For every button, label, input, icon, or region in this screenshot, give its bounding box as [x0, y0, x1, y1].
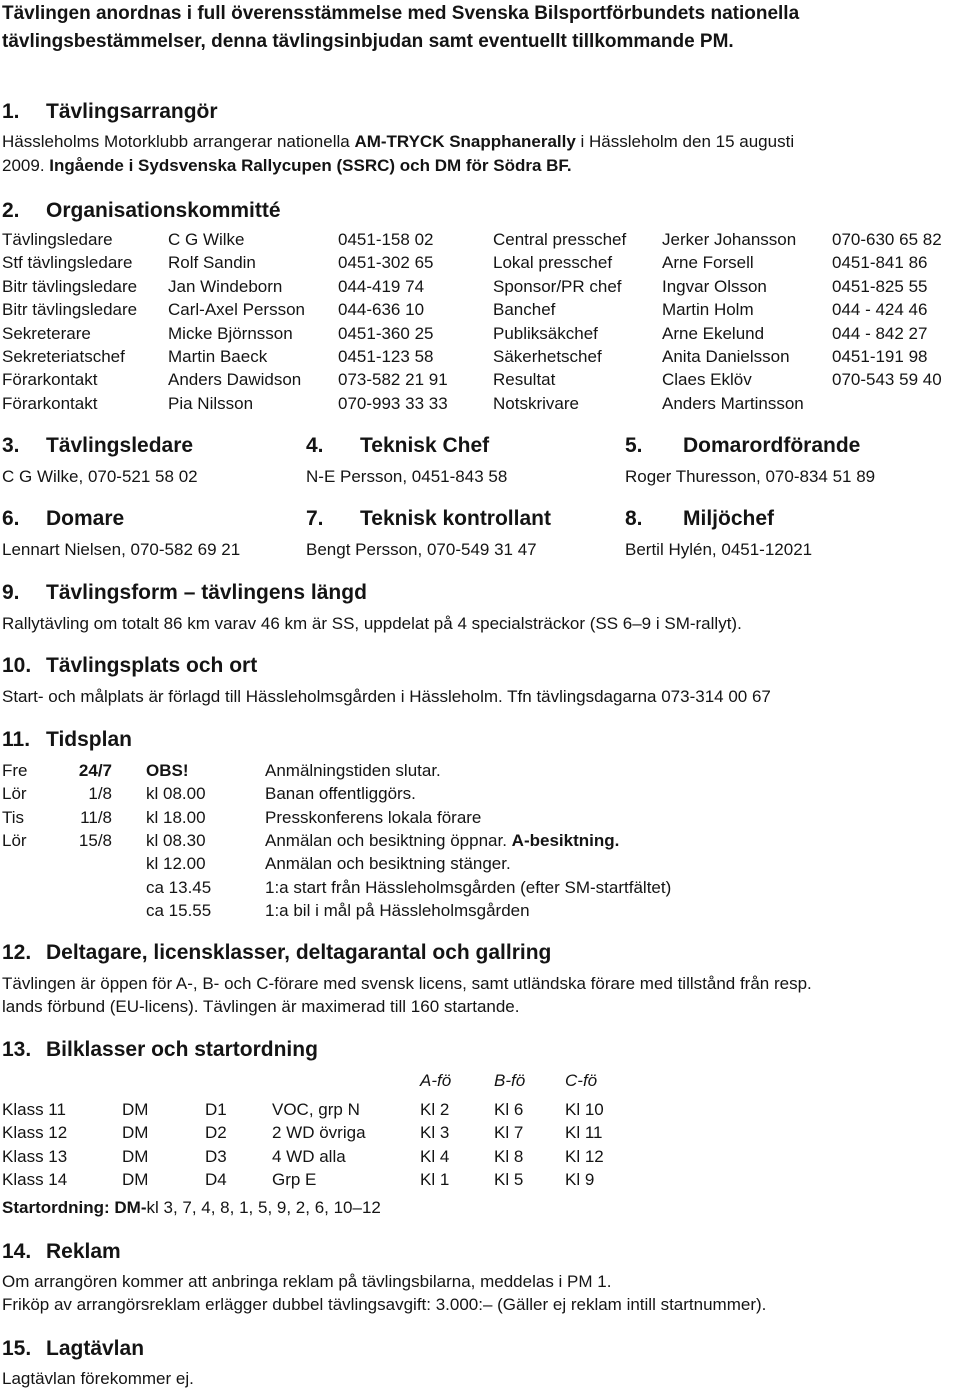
section-10-text: Start- och målplats är förlagd till Hässleholmsgården i Hässleholm. Tfn tävlingsdagarna 073-314 00 67: [2, 687, 771, 706]
org-phone: 0451-123 58: [338, 347, 434, 366]
org-role: Sekreterare: [2, 323, 91, 343]
section-1-line-2: [2, 156, 572, 176]
section-6-text: Lennart Nielsen, 070-582 69 21: [2, 540, 241, 559]
schedule-time: kl 08.30: [146, 830, 206, 850]
section-number: 14.: [2, 1240, 32, 1263]
schedule-time: ca 13.45: [146, 877, 212, 897]
org-name: Martin Baeck: [168, 347, 268, 366]
org-name: Micke Björnsson: [168, 323, 293, 343]
section-7-heading: [306, 507, 551, 531]
section-title: Reklam: [46, 1240, 121, 1263]
class-c-driver-class: Kl 11: [565, 1123, 603, 1143]
org-role: Säkerhetschef: [493, 347, 602, 366]
class-car-group: VOC, grp N: [272, 1100, 360, 1119]
schedule-description: 1:a start från Hässleholmsgården (efter SM-startfältet): [265, 877, 672, 897]
section-number: 8.: [625, 507, 643, 530]
class-b-driver-class: Kl 5: [494, 1169, 524, 1189]
org-phone: 070-543 59 40: [832, 370, 942, 390]
section-4-text: N-E Persson, 0451-843 58: [306, 467, 508, 486]
org-phone: 0451-191 98: [832, 347, 928, 366]
org-role: Stf tävlingsledare: [2, 253, 133, 273]
section-title: Organisationskommitté: [46, 199, 281, 222]
section-8-heading: [625, 507, 774, 531]
org-phone: 0451-360 25: [338, 323, 434, 343]
class-championship: DM: [122, 1100, 149, 1119]
section-14-line-2: Friköp av arrangörsreklam erlägger dubbel tävlingsavgift: 3.000:– (Gäller ej reklam intill startnummer).: [2, 1295, 767, 1314]
section-number: 1.: [2, 100, 20, 123]
org-role: Sponsor/PR chef: [493, 276, 622, 296]
schedule-date: 1/8: [88, 784, 112, 804]
class-division: D3: [205, 1146, 227, 1166]
org-name: Pia Nilsson: [168, 393, 254, 413]
class-class: Klass 11: [2, 1100, 66, 1119]
section-11-heading: [2, 728, 132, 752]
class-division: D2: [205, 1123, 227, 1143]
section-7-text: Bengt Persson, 070-549 31 47: [306, 540, 537, 559]
org-role: Bitr tävlingsledare: [2, 276, 138, 296]
section-title: Teknisk Chef: [360, 434, 490, 457]
section-3-text: C G Wilke, 070-521 58 02: [2, 467, 198, 486]
class-c-driver-class: Kl 12: [565, 1146, 604, 1166]
section-number: 6.: [2, 507, 20, 530]
org-name: Martin Holm: [662, 300, 754, 320]
section-5-text: Roger Thuresson, 070-834 51 89: [625, 467, 876, 486]
schedule-time: ca 15.55: [146, 900, 212, 920]
section-6-heading: [2, 507, 124, 531]
org-name: Jan Windeborn: [168, 276, 283, 296]
column-header: A-fö: [420, 1071, 452, 1090]
section-14-heading: [2, 1240, 121, 1264]
org-name: Arne Forsell: [662, 253, 754, 273]
org-phone: 0451-302 65: [338, 253, 434, 273]
column-header: B-fö: [494, 1071, 526, 1090]
schedule-date: 11/8: [80, 807, 112, 827]
class-car-group: 4 WD alla: [272, 1146, 346, 1166]
class-class: Klass 14: [2, 1169, 68, 1189]
schedule-text: [265, 878, 671, 898]
schedule-emphasis: A-besiktning.: [511, 830, 620, 850]
section-4-heading: [306, 434, 489, 458]
schedule-time: OBS!: [146, 761, 189, 780]
section-8-text: Bertil Hylén, 0451-12021: [625, 540, 813, 559]
text: Hässleholms Motorklubb arrangerar nationella: [2, 132, 355, 151]
org-phone: 070-993 33 33: [338, 393, 448, 413]
org-name: Anders Martinsson: [662, 393, 804, 413]
start-order: [2, 1198, 381, 1218]
org-name: Claes Eklöv: [662, 370, 752, 390]
section-number: 15.: [2, 1337, 32, 1360]
section-number: 7.: [306, 507, 324, 530]
intro-paragraph: Tävlingen anordnas i full överensstämmelse med Svenska Bilsportförbundets nationella tävlingsbestämmelser, denna tävlingsinbjudan samt eventuellt tillkommande PM.: [2, 3, 800, 52]
org-role: Banchef: [493, 300, 556, 320]
org-role: Notskrivare: [493, 393, 579, 413]
org-name: Jerker Johansson: [662, 230, 797, 249]
org-phone: 0451-841 86: [832, 253, 928, 273]
class-b-driver-class: Kl 7: [494, 1123, 524, 1143]
class-c-driver-class: Kl 9: [565, 1169, 595, 1189]
class-a-driver-class: Kl 2: [420, 1100, 450, 1119]
section-9-text: Rallytävling om totalt 86 km varav 46 km är SS, uppdelat på 4 specialsträckor (SS 6–9 i SM-rallyt).: [2, 614, 742, 633]
section-15-text: Lagtävlan förekommer ej.: [2, 1369, 194, 1388]
section-number: 2.: [2, 199, 20, 222]
class-b-driver-class: Kl 6: [494, 1100, 524, 1119]
schedule-text: [265, 854, 511, 874]
org-phone: 0451-825 55: [832, 276, 928, 296]
org-phone: 044 - 842 27: [832, 323, 928, 343]
org-role: Central presschef: [493, 230, 627, 249]
class-championship: DM: [122, 1169, 149, 1189]
section-title: Domare: [46, 507, 125, 530]
schedule-description: Banan offentliggörs.: [265, 784, 416, 804]
class-class: Klass 13: [2, 1146, 68, 1166]
schedule-text: [265, 901, 530, 921]
org-name: Anita Danielsson: [662, 347, 790, 366]
class-b-driver-class: Kl 8: [494, 1146, 524, 1166]
section-title: Bilklasser och startordning: [46, 1038, 318, 1061]
schedule-description: Presskonferens lokala förare: [265, 807, 482, 827]
section-title: Tävlingsarrangör: [46, 100, 218, 123]
class-car-group: 2 WD övriga: [272, 1123, 366, 1143]
org-phone: 044-419 74: [338, 276, 425, 296]
class-division: D1: [205, 1100, 227, 1119]
schedule-day: Fre: [2, 761, 28, 780]
section-title: Tidsplan: [46, 728, 132, 751]
section-title: Tävlingsform – tävlingens längd: [46, 581, 367, 604]
section-title: Tävlingsledare: [46, 434, 194, 457]
text: 2009.: [2, 156, 50, 175]
section-title: Domarordförande: [683, 434, 861, 457]
section-15-heading: [2, 1337, 144, 1361]
schedule-day: Lör: [2, 830, 27, 850]
section-13-heading: [2, 1038, 318, 1062]
section-number: 3.: [2, 434, 20, 457]
class-c-driver-class: Kl 10: [565, 1100, 604, 1119]
class-a-driver-class: Kl 4: [420, 1146, 450, 1166]
org-phone: 044 - 424 46: [832, 300, 928, 320]
class-championship: DM: [122, 1146, 149, 1166]
start-order-text: kl 3, 7, 4, 8, 1, 5, 9, 2, 6, 10–12: [146, 1198, 381, 1217]
section-number: 4.: [306, 434, 324, 457]
schedule-time: kl 18.00: [146, 807, 206, 827]
org-role: Lokal presschef: [493, 253, 613, 273]
schedule-description: Anmälningstiden slutar.: [265, 761, 441, 780]
championship-text: Ingående i Sydsvenska Rallycupen (SSRC) och DM för Södra BF.: [49, 156, 572, 175]
org-name: C G Wilke: [168, 230, 245, 249]
org-role: Tävlingsledare: [2, 230, 113, 249]
section-3-heading: [2, 434, 193, 458]
schedule-text: [265, 831, 619, 851]
text: i Hässleholm den 15 augusti: [575, 132, 795, 151]
section-title: Teknisk kontrollant: [360, 507, 551, 530]
section-number: 10.: [2, 654, 32, 677]
section-number: 12.: [2, 941, 32, 964]
schedule-description: 1:a bil i mål på Hässleholmsgården: [265, 900, 530, 920]
section-1-heading: [2, 100, 218, 124]
class-a-driver-class: Kl 1: [420, 1169, 450, 1189]
schedule-text: [265, 808, 481, 828]
section-5-heading: [625, 434, 860, 458]
org-name: Arne Ekelund: [662, 323, 765, 343]
org-role: Resultat: [493, 370, 556, 390]
schedule-time: kl 08.00: [146, 784, 206, 804]
org-role: Förarkontakt: [2, 393, 98, 413]
section-number: 11.: [2, 728, 31, 751]
section-number: 9.: [2, 581, 20, 604]
org-phone: 073-582 21 91: [338, 370, 448, 390]
schedule-day: Lör: [2, 784, 27, 804]
schedule-day: Tis: [2, 807, 25, 827]
class-championship: DM: [122, 1123, 149, 1143]
schedule-text: [265, 784, 416, 804]
org-name: Ingvar Olsson: [662, 276, 767, 296]
schedule-date: 15/8: [78, 830, 112, 850]
section-12-line-1: Tävlingen är öppen för A-, B- och C-förare med svensk licens, samt utländska förare med tillstånd från resp.: [2, 974, 812, 993]
column-header: C-fö: [565, 1071, 598, 1090]
org-name: Rolf Sandin: [168, 253, 256, 273]
class-car-group: Grp E: [272, 1169, 317, 1189]
section-title: Miljöchef: [683, 507, 775, 530]
org-role: Förarkontakt: [2, 370, 98, 390]
class-a-driver-class: Kl 3: [420, 1123, 450, 1143]
org-name: Carl-Axel Persson: [168, 300, 305, 320]
schedule-text: [265, 761, 441, 781]
schedule-time: kl 12.00: [146, 854, 206, 874]
section-12-line-2: lands förbund (EU-licens). Tävlingen är maximerad till 160 startande.: [2, 997, 520, 1016]
event-name: AM-TRYCK Snapphanerally: [354, 132, 576, 151]
section-12-heading: [2, 941, 551, 965]
org-role: Bitr tävlingsledare: [2, 300, 138, 320]
org-role: Publiksäkchef: [493, 323, 598, 343]
section-title: Tävlingsplats och ort: [46, 654, 258, 677]
org-phone: 044-636 10: [338, 300, 425, 320]
schedule-date: 24/7: [78, 761, 112, 780]
class-division: D4: [205, 1169, 227, 1189]
section-9-heading: [2, 581, 367, 605]
org-role: Sekreteriatschef: [2, 347, 125, 366]
org-phone: 070-630 65 82: [832, 230, 942, 249]
section-title: Lagtävlan: [46, 1337, 145, 1360]
schedule-description: Anmälan och besiktning öppnar.: [265, 830, 512, 850]
org-phone: 0451-158 02: [338, 230, 434, 249]
start-order-label: Startordning: DM-: [2, 1198, 147, 1217]
section-1-line-1: [2, 132, 794, 152]
section-2-heading: [2, 199, 281, 223]
section-number: 13.: [2, 1038, 32, 1061]
section-title: Deltagare, licensklasser, deltagarantal och gallring: [46, 941, 552, 964]
org-name: Anders Dawidson: [168, 370, 302, 390]
section-14-line-1: Om arrangören kommer att anbringa reklam på tävlingsbilarna, meddelas i PM 1.: [2, 1272, 612, 1291]
section-10-heading: [2, 654, 257, 678]
schedule-description: Anmälan och besiktning stänger.: [265, 854, 511, 874]
class-class: Klass 12: [2, 1123, 68, 1143]
section-number: 5.: [625, 434, 643, 457]
